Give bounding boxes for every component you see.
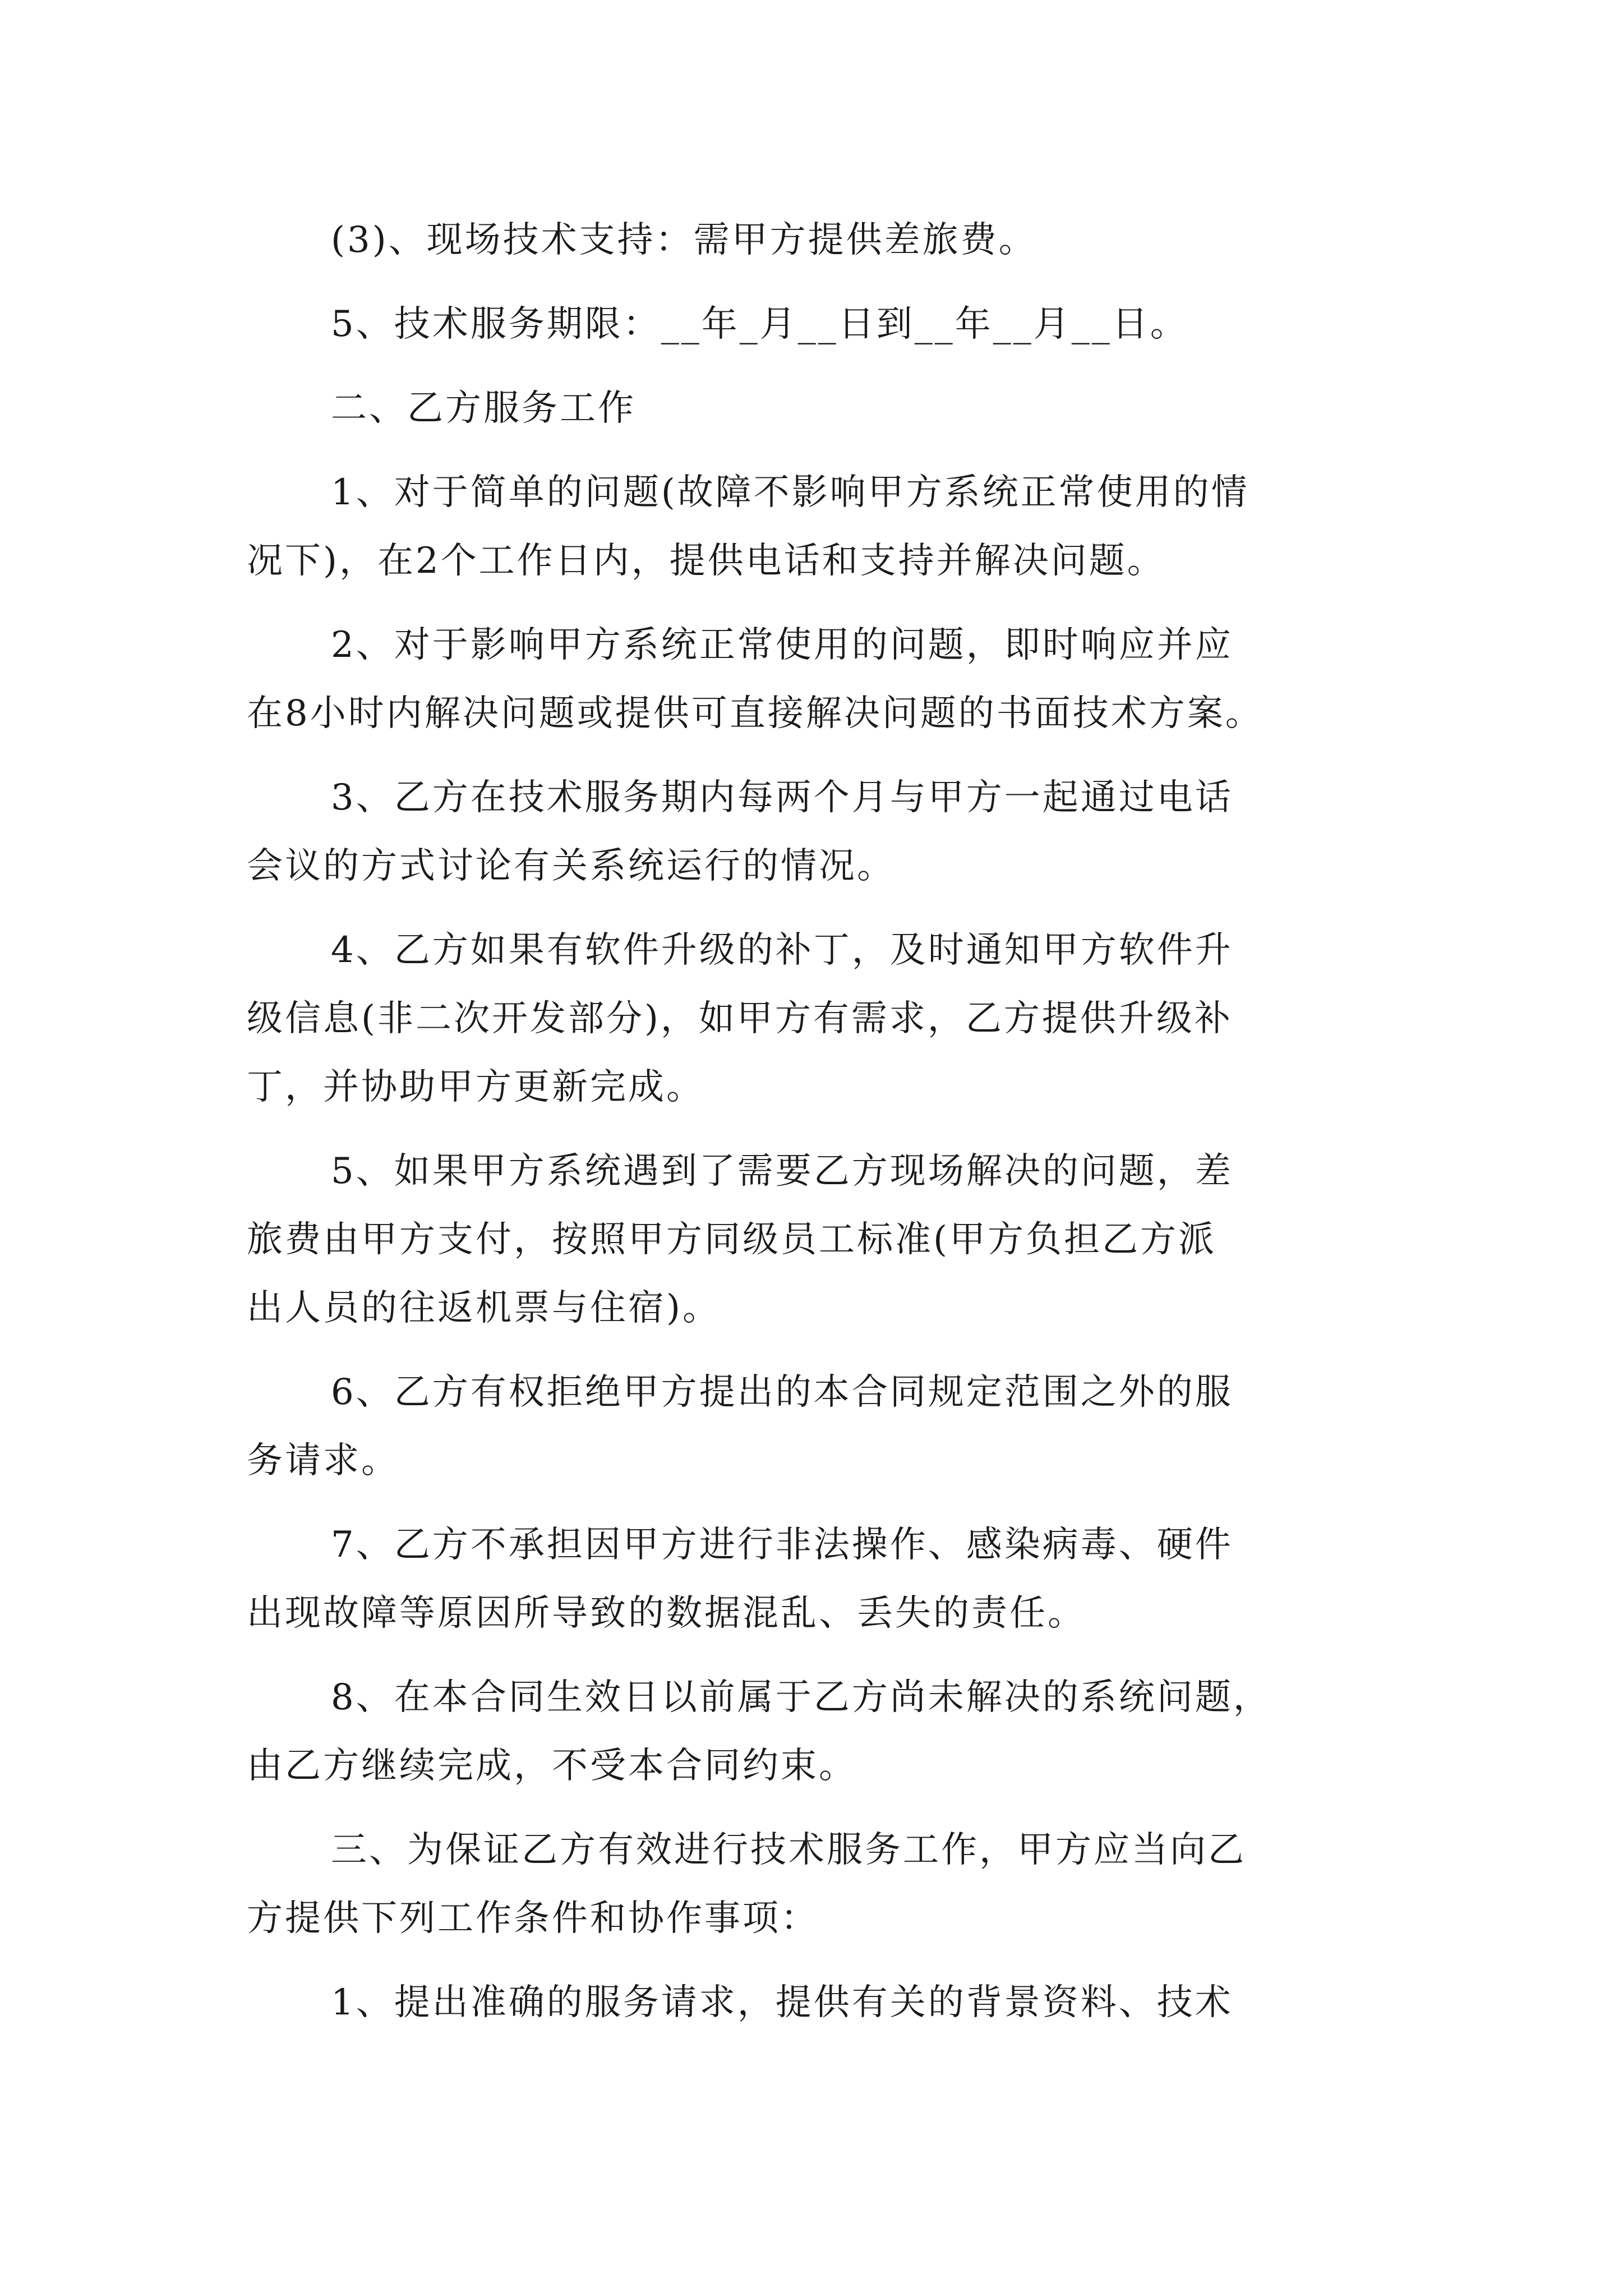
- text-line: 会议的方式讨论有关系统运行的情况。: [247, 845, 895, 887]
- text-line: 由乙方继续完成，不受本合同约束。: [247, 1745, 857, 1787]
- text-line: 级信息(非二次开发部分)，如甲方有需求，乙方提供升级补: [247, 998, 1233, 1039]
- section-heading: 三、为保证乙方有效进行技术服务工作，甲方应当向乙: [331, 1829, 1246, 1871]
- text-line: 出人员的往返机票与住宿)。: [247, 1287, 721, 1329]
- text-line: 在8小时内解决问题或提供可直接解决问题的书面技术方案。: [247, 693, 1264, 734]
- text-line: 7、乙方不承担因甲方进行非法操作、感染病毒、硬件: [331, 1524, 1233, 1566]
- text-line: 3、乙方在技术服务期内每两个月与甲方一起通过电话: [331, 777, 1233, 818]
- text-line: 丁，并协助甲方更新完成。: [247, 1066, 704, 1108]
- text-line: 8、在本合同生效日以前属于乙方尚未解决的系统问题，: [331, 1677, 1271, 1718]
- section-heading: 二、乙方服务工作: [331, 388, 636, 429]
- text-line: 况下)，在2个工作日内，提供电话和支持并解决问题。: [247, 540, 1165, 582]
- text-line: 6、乙方有权拒绝甲方提出的本合同规定范围之外的服: [331, 1372, 1233, 1413]
- text-line: 方提供下列工作条件和协作事项：: [247, 1898, 819, 1939]
- text-line: 出现故障等原因所导致的数据混乱、丢失的责任。: [247, 1593, 1086, 1634]
- text-line: 1、提出准确的服务请求，提供有关的背景资料、技术: [331, 1982, 1233, 2023]
- text-line: 务请求。: [247, 1440, 399, 1481]
- text-line: 5、技术服务期限：__年_月__日到__年__月__日。: [331, 303, 1188, 345]
- text-line: 旅费由甲方支付，按照甲方同级员工标准(甲方负担乙方派: [247, 1219, 1216, 1260]
- text-line: 4、乙方如果有软件升级的补丁，及时通知甲方软件升: [331, 930, 1233, 971]
- text-line: (3)、现场技术支持：需甲方提供差旅费。: [331, 219, 1037, 261]
- text-line: 2、对于影响甲方系统正常使用的问题，即时响应并应: [331, 624, 1233, 666]
- text-line: 1、对于简单的问题(故障不影响甲方系统正常使用的情: [331, 472, 1249, 513]
- text-line: 5、如果甲方系统遇到了需要乙方现场解决的问题，差: [331, 1151, 1233, 1192]
